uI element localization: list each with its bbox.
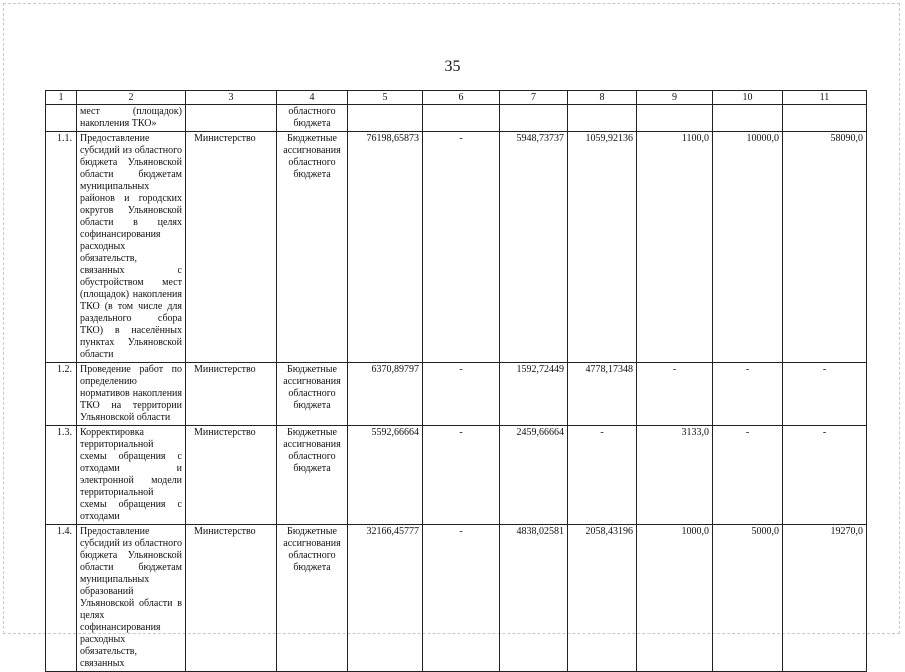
value-col8: 2058,43196 xyxy=(568,525,637,672)
header-cell: 8 xyxy=(568,91,637,105)
value-col11: - xyxy=(783,426,867,525)
value-col6: - xyxy=(423,132,500,363)
value-col11: 19270,0 xyxy=(783,525,867,672)
executor: Министерство xyxy=(186,363,277,426)
row-number: 1.2. xyxy=(46,363,77,426)
table-row-continuation xyxy=(46,105,867,132)
value-col5: 32166,45777 xyxy=(348,525,423,672)
table-row xyxy=(46,363,867,426)
value-col5: 6370,89797 xyxy=(348,363,423,426)
value-col9: - xyxy=(637,363,713,426)
value-col11: - xyxy=(783,363,867,426)
funding-source: областного бюджета xyxy=(277,105,348,132)
table-cell xyxy=(637,105,713,132)
measure-text: Предоставление субсидий из областного бюджета Ульяновской области бюджетам муниципальных районов и городских округов Ульяновской области в целях софинансирования расходных обязательств, связанных с обустройством мест (площадок) накопления ТКО (в том числе для раздельного сбора ТКО) в населённых пунктах Ульяновской области xyxy=(77,132,186,363)
budget-table xyxy=(45,90,867,672)
table-cell xyxy=(186,105,277,132)
row-number: 1.1. xyxy=(46,132,77,363)
value-col9: 3133,0 xyxy=(637,426,713,525)
table-cell xyxy=(783,105,867,132)
value-col7: 1592,72449 xyxy=(500,363,568,426)
value-col8: 1059,92136 xyxy=(568,132,637,363)
funding-source: Бюджетные ассигнования областного бюджета xyxy=(277,363,348,426)
header-cell: 9 xyxy=(637,91,713,105)
table-cell xyxy=(568,105,637,132)
table-cell xyxy=(713,105,783,132)
value-col7: 4838,02581 xyxy=(500,525,568,672)
value-col5: 76198,65873 xyxy=(348,132,423,363)
measure-text: Проведение работ по определению нормативов накопления ТКО на территории Ульяновской области xyxy=(77,363,186,426)
value-col6: - xyxy=(423,426,500,525)
executor: Министерство xyxy=(186,525,277,672)
header-cell: 6 xyxy=(423,91,500,105)
header-cell: 5 xyxy=(348,91,423,105)
measure-text: Корректировка территориальной схемы обращения с отходами и электронной модели территориальной схемы обращения с отходами xyxy=(77,426,186,525)
header-cell: 1 xyxy=(46,91,77,105)
row-number: 1.3. xyxy=(46,426,77,525)
table-row xyxy=(46,132,867,363)
header-cell: 2 xyxy=(77,91,186,105)
table-header-row xyxy=(46,91,867,105)
value-col6: - xyxy=(423,363,500,426)
header-cell: 3 xyxy=(186,91,277,105)
value-col10: - xyxy=(713,363,783,426)
row-number: 1.4. xyxy=(46,525,77,672)
header-cell: 10 xyxy=(713,91,783,105)
value-col8: - xyxy=(568,426,637,525)
header-cell: 7 xyxy=(500,91,568,105)
executor: Министерство xyxy=(186,132,277,363)
funding-source: Бюджетные ассигнования областного бюджета xyxy=(277,426,348,525)
executor: Министерство xyxy=(186,426,277,525)
value-col11: 58090,0 xyxy=(783,132,867,363)
value-col7: 2459,66664 xyxy=(500,426,568,525)
funding-source: Бюджетные ассигнования областного бюджета xyxy=(277,132,348,363)
value-col6: - xyxy=(423,525,500,672)
value-col8: 4778,17348 xyxy=(568,363,637,426)
table-row xyxy=(46,525,867,672)
value-col9: 1100,0 xyxy=(637,132,713,363)
table-cell xyxy=(46,105,77,132)
header-cell: 11 xyxy=(783,91,867,105)
table-row xyxy=(46,426,867,525)
funding-source: Бюджетные ассигнования областного бюджета xyxy=(277,525,348,672)
table-cell xyxy=(348,105,423,132)
value-col9: 1000,0 xyxy=(637,525,713,672)
page-number: 35 xyxy=(444,58,461,75)
value-col10: - xyxy=(713,426,783,525)
value-col7: 5948,73737 xyxy=(500,132,568,363)
value-col5: 5592,66664 xyxy=(348,426,423,525)
measure-text: мест (площадок) накопления ТКО» xyxy=(77,105,186,132)
table-cell xyxy=(423,105,500,132)
measure-text: Предоставление субсидий из областного бюджета Ульяновской области бюджетам муниципальных образований Ульяновской области в целях софинансирования расходных обязательств, связанных xyxy=(77,525,186,672)
value-col10: 5000,0 xyxy=(713,525,783,672)
value-col10: 10000,0 xyxy=(713,132,783,363)
table-cell xyxy=(500,105,568,132)
header-cell: 4 xyxy=(277,91,348,105)
